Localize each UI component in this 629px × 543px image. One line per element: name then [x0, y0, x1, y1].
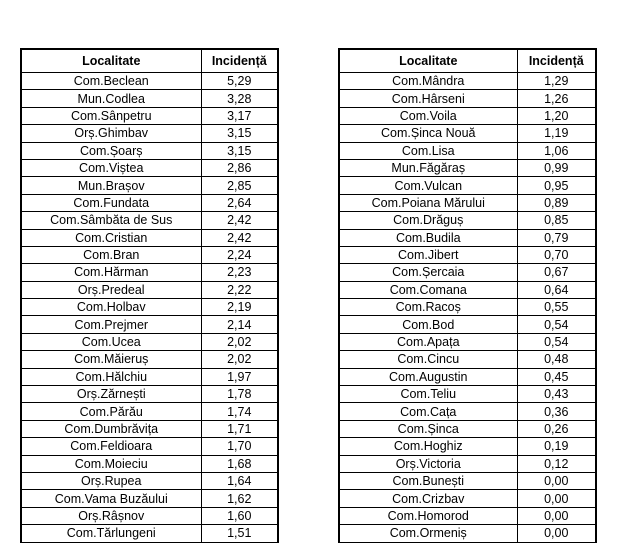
table-row [339, 455, 596, 472]
location-cell: Com.Șinca [339, 420, 517, 437]
table-row [339, 159, 596, 176]
location-cell: Com.Lisa [339, 142, 517, 159]
table-row [339, 212, 596, 229]
table-header-row [21, 49, 278, 73]
location-cell: Com.Tărlungeni [21, 525, 201, 542]
incidence-cell: 1,29 [517, 73, 596, 90]
incidence-cell: 1,62 [201, 490, 278, 507]
location-cell: Com.Holbav [21, 299, 201, 316]
location-cell: Com.Sânpetru [21, 107, 201, 124]
incidence-cell: 0,26 [517, 420, 596, 437]
incidence-cell: 2,86 [201, 159, 278, 176]
incidence-cell: 1,26 [517, 90, 596, 107]
table-row [21, 368, 278, 385]
table-row [339, 525, 596, 542]
table-row [21, 142, 278, 159]
table-row [21, 525, 278, 542]
table-row [21, 212, 278, 229]
location-cell: Com.Crizbav [339, 490, 517, 507]
location-cell: Com.Vama Buzăului [21, 490, 201, 507]
table-row [21, 316, 278, 333]
incidence-cell: 1,97 [201, 368, 278, 385]
table-row [339, 420, 596, 437]
table-row [339, 125, 596, 142]
location-cell: Com.Moieciu [21, 455, 201, 472]
table-row [339, 490, 596, 507]
incidence-cell: 0,67 [517, 264, 596, 281]
table-row [339, 438, 596, 455]
location-cell: Com.Augustin [339, 368, 517, 385]
incidence-cell: 2,85 [201, 177, 278, 194]
incidence-cell: 1,68 [201, 455, 278, 472]
incidence-cell: 0,70 [517, 246, 596, 263]
incidence-cell: 0,89 [517, 194, 596, 211]
location-cell: Mun.Făgăraș [339, 159, 517, 176]
location-cell: Com.Prejmer [21, 316, 201, 333]
location-cell: Com.Bunești [339, 472, 517, 489]
location-cell: Com.Drăguș [339, 212, 517, 229]
location-cell: Com.Părău [21, 403, 201, 420]
table-row [21, 472, 278, 489]
incidence-cell: 0,48 [517, 351, 596, 368]
table-row [21, 229, 278, 246]
incidence-cell: 2,22 [201, 281, 278, 298]
table-row [339, 229, 596, 246]
table-row [21, 386, 278, 403]
table-row [21, 281, 278, 298]
location-cell: Orș.Zărnești [21, 386, 201, 403]
column-header-incidence: Incidență [517, 49, 596, 73]
incidence-cell: 0,00 [517, 525, 596, 542]
incidence-cell: 3,15 [201, 142, 278, 159]
table-row [21, 177, 278, 194]
location-cell: Com.Mândra [339, 73, 517, 90]
incidence-cell: 0,79 [517, 229, 596, 246]
table-row [21, 107, 278, 124]
table-row [339, 142, 596, 159]
location-cell: Orș.Râșnov [21, 507, 201, 524]
location-cell: Orș.Rupea [21, 472, 201, 489]
location-cell: Com.Dumbrăvița [21, 420, 201, 437]
incidence-cell: 0,54 [517, 316, 596, 333]
incidence-cell: 1,64 [201, 472, 278, 489]
table-row [21, 90, 278, 107]
table-row [21, 246, 278, 263]
table-row [339, 368, 596, 385]
table-row [21, 73, 278, 90]
incidence-cell: 0,54 [517, 333, 596, 350]
location-cell: Com.Hârseni [339, 90, 517, 107]
incidence-cell: 1,74 [201, 403, 278, 420]
table-row [339, 351, 596, 368]
location-cell: Mun.Codlea [21, 90, 201, 107]
incidence-cell: 0,00 [517, 507, 596, 524]
table-row [21, 455, 278, 472]
incidence-cell: 2,24 [201, 246, 278, 263]
incidence-cell: 0,99 [517, 159, 596, 176]
column-header-location: Localitate [21, 49, 201, 73]
incidence-cell: 0,64 [517, 281, 596, 298]
incidence-cell: 0,45 [517, 368, 596, 385]
table-header-row [339, 49, 596, 73]
table-row [339, 386, 596, 403]
location-cell: Com.Poiana Mărului [339, 194, 517, 211]
location-cell: Com.Homorod [339, 507, 517, 524]
table-row [339, 90, 596, 107]
table-row [339, 507, 596, 524]
incidence-cell: 1,70 [201, 438, 278, 455]
table-row [339, 403, 596, 420]
incidence-cell: 1,71 [201, 420, 278, 437]
location-cell: Com.Ucea [21, 333, 201, 350]
location-cell: Com.Apața [339, 333, 517, 350]
location-cell: Com.Șoarș [21, 142, 201, 159]
location-cell: Mun.Brașov [21, 177, 201, 194]
table-row [339, 194, 596, 211]
incidence-cell: 2,23 [201, 264, 278, 281]
location-cell: Com.Cața [339, 403, 517, 420]
table-row [21, 159, 278, 176]
table-row [339, 472, 596, 489]
table-row [21, 438, 278, 455]
incidence-cell: 2,02 [201, 333, 278, 350]
incidence-cell: 1,19 [517, 125, 596, 142]
incidence-cell: 1,60 [201, 507, 278, 524]
right-incidence-table [338, 48, 597, 543]
incidence-cell: 0,85 [517, 212, 596, 229]
column-header-location: Localitate [339, 49, 517, 73]
incidence-cell: 0,00 [517, 472, 596, 489]
incidence-cell: 0,36 [517, 403, 596, 420]
location-cell: Com.Budila [339, 229, 517, 246]
location-cell: Com.Cristian [21, 229, 201, 246]
left-table-body [21, 73, 278, 543]
table-row [21, 403, 278, 420]
table-row [21, 125, 278, 142]
incidence-cell: 0,55 [517, 299, 596, 316]
location-cell: Orș.Victoria [339, 455, 517, 472]
location-cell: Com.Fundata [21, 194, 201, 211]
location-cell: Com.Racoș [339, 299, 517, 316]
location-cell: Com.Beclean [21, 73, 201, 90]
incidence-cell: 2,42 [201, 212, 278, 229]
table-row [21, 507, 278, 524]
incidence-cell: 2,64 [201, 194, 278, 211]
right-table-body [339, 73, 596, 543]
location-cell: Com.Jibert [339, 246, 517, 263]
location-cell: Com.Viștea [21, 159, 201, 176]
incidence-cell: 0,43 [517, 386, 596, 403]
incidence-cell: 2,02 [201, 351, 278, 368]
location-cell: Com.Măieruș [21, 351, 201, 368]
incidence-cell: 1,20 [517, 107, 596, 124]
location-cell: Com.Sâmbăta de Sus [21, 212, 201, 229]
location-cell: Com.Feldioara [21, 438, 201, 455]
table-row [339, 316, 596, 333]
incidence-cell: 0,00 [517, 490, 596, 507]
location-cell: Com.Hălchiu [21, 368, 201, 385]
table-row [339, 177, 596, 194]
location-cell: Com.Vulcan [339, 177, 517, 194]
incidence-cell: 1,78 [201, 386, 278, 403]
table-row [21, 194, 278, 211]
table-row [21, 333, 278, 350]
table-row [339, 333, 596, 350]
location-cell: Com.Hoghiz [339, 438, 517, 455]
table-row [339, 299, 596, 316]
incidence-cell: 0,12 [517, 455, 596, 472]
location-cell: Com.Șinca Nouă [339, 125, 517, 142]
incidence-cell: 2,19 [201, 299, 278, 316]
location-cell: Com.Bod [339, 316, 517, 333]
incidence-cell: 0,95 [517, 177, 596, 194]
location-cell: Com.Comana [339, 281, 517, 298]
incidence-cell: 3,17 [201, 107, 278, 124]
table-row [339, 246, 596, 263]
incidence-cell: 3,28 [201, 90, 278, 107]
incidence-cell: 0,19 [517, 438, 596, 455]
incidence-cell: 1,51 [201, 525, 278, 542]
location-cell: Com.Teliu [339, 386, 517, 403]
table-row [21, 299, 278, 316]
incidence-cell: 1,06 [517, 142, 596, 159]
incidence-cell: 5,29 [201, 73, 278, 90]
location-cell: Com.Voila [339, 107, 517, 124]
location-cell: Com.Șercaia [339, 264, 517, 281]
table-row [339, 281, 596, 298]
table-row [21, 420, 278, 437]
location-cell: Orș.Ghimbav [21, 125, 201, 142]
location-cell: Com.Hărman [21, 264, 201, 281]
table-row [339, 73, 596, 90]
table-row [21, 264, 278, 281]
table-row [339, 264, 596, 281]
location-cell: Com.Cincu [339, 351, 517, 368]
location-cell: Com.Bran [21, 246, 201, 263]
incidence-cell: 2,42 [201, 229, 278, 246]
column-header-incidence: Incidență [201, 49, 278, 73]
table-row [21, 351, 278, 368]
location-cell: Com.Ormeniș [339, 525, 517, 542]
left-incidence-table [20, 48, 279, 543]
location-cell: Orș.Predeal [21, 281, 201, 298]
table-row [339, 107, 596, 124]
table-row [21, 490, 278, 507]
incidence-cell: 2,14 [201, 316, 278, 333]
incidence-cell: 3,15 [201, 125, 278, 142]
